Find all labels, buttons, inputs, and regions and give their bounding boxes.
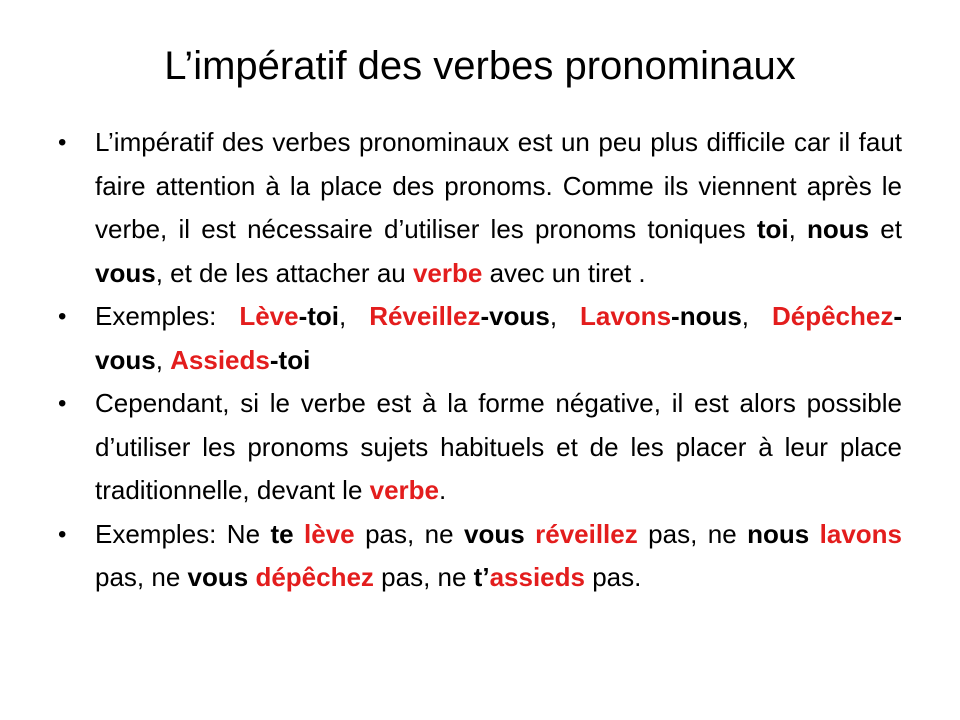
bullet-text [95,295,902,382]
bullet-item [56,513,902,600]
text-run: , [549,301,580,331]
bullet-item [56,382,902,513]
highlighted-verb: Réveillez [369,301,481,331]
bullet-text [95,513,902,600]
text-run: pas, ne [373,562,474,592]
bullet-text [95,121,902,295]
bullet-item [56,295,902,382]
text-run: , et de les attacher au [155,257,413,288]
text-run: Exemples: Ne [95,518,271,549]
bold-pronoun: vous [95,257,156,288]
text-run: Cependant, si le verbe est à la forme négative, il est alors possible d’utiliser les pronoms sujets habituels et de les placer à leur place traditionnelle, devant le [95,388,902,505]
highlighted-verb: lavons [819,518,903,549]
highlighted-verb: lève [304,518,355,549]
text-run: Exemples: [95,301,240,331]
bullet-marker: • [58,520,67,548]
bold-pronoun: -toi [269,344,311,375]
text-run: pas, ne [95,562,188,592]
highlighted-verb: Lavons [580,301,672,331]
bullet-text [95,382,902,513]
highlighted-verb: Dépêchez [771,301,894,331]
text-run: et [869,214,902,244]
bullet-item [56,121,902,295]
text-run: pas, ne [354,518,464,549]
slide-title: L’impératif des verbes pronominaux [164,44,796,88]
bullet-marker: • [58,303,67,330]
text-run [525,519,535,549]
bold-pronoun: -toi [298,301,340,331]
highlighted-verb: dépêchez [255,562,374,592]
bold-pronoun: nous [747,518,810,549]
bold-pronoun: vous [463,518,525,549]
bold-pronoun: -vous [95,301,903,375]
text-run: , [339,301,370,331]
bold-pronoun: vous [187,562,249,592]
text-run: , [155,344,171,375]
bold-pronoun: -vous [480,301,550,331]
bold-pronoun: t’ [473,562,490,592]
bullet-marker: • [58,129,67,156]
highlighted-verb: verbe [412,257,483,288]
highlighted-verb: verbe [369,475,440,505]
bold-pronoun: -nous [671,301,742,331]
text-run: , [741,301,772,331]
text-run: avec un tiret . [482,257,646,288]
bold-pronoun: te [270,518,294,549]
highlighted-verb: Lève [239,301,299,331]
bold-pronoun: toi [756,214,789,244]
text-run: . [439,475,447,505]
text-run: pas, ne [637,518,748,549]
text-run [294,519,304,549]
text-run: , [788,214,807,244]
highlighted-verb: réveillez [535,518,638,549]
bullet-list [56,121,902,600]
text-run [809,519,819,549]
highlighted-verb: assieds [489,562,585,592]
bullet-marker: • [58,390,67,417]
highlighted-verb: Assieds [170,344,270,375]
bold-pronoun: nous [807,214,870,244]
text-run: pas. [584,562,642,592]
text-run: L’impératif des verbes pronominaux est un peu plus difficile car il faut faire attention à la place des pronoms. Comme ils viennent après le verbe, il est nécessaire d’utiliser les pronoms toniques [95,127,902,244]
